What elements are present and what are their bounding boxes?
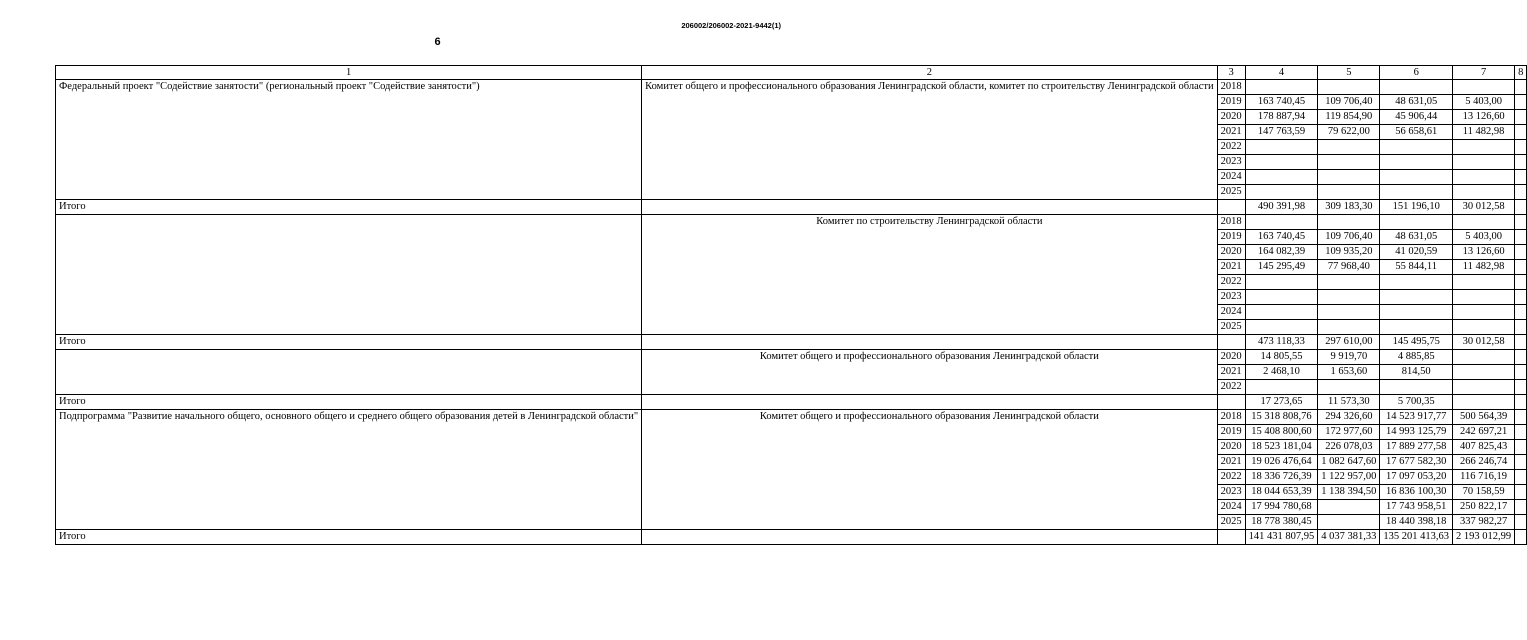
- total-amount-cell: 5 700,35: [1380, 395, 1453, 410]
- amount-cell: 500 564,39: [1453, 410, 1515, 425]
- amount-cell: 116 716,19: [1453, 470, 1515, 485]
- total-label: Итого: [56, 395, 642, 410]
- amount-cell: 18 044 653,39: [1245, 485, 1318, 500]
- amount-cell: [1318, 290, 1380, 305]
- total-amount-cell: 473 118,33: [1245, 335, 1318, 350]
- total-row: [56, 530, 1527, 545]
- amount-cell: [1380, 140, 1453, 155]
- empty-cell: [1515, 425, 1527, 440]
- header-row: [56, 66, 1527, 80]
- empty-cell: [1515, 230, 1527, 245]
- year-cell: 2020: [1217, 350, 1245, 365]
- program-name-cell: Федеральный проект "Содействие занятости" (региональный проект "Содействие занятости"): [56, 80, 642, 200]
- empty-cell: [1515, 515, 1527, 530]
- amount-cell: [1380, 290, 1453, 305]
- amount-cell: [1318, 80, 1380, 95]
- amount-cell: [1380, 185, 1453, 200]
- year-cell: 2020: [1217, 440, 1245, 455]
- year-cell: 2024: [1217, 500, 1245, 515]
- amount-cell: 1 082 647,60: [1318, 455, 1380, 470]
- amount-cell: 19 026 476,64: [1245, 455, 1318, 470]
- empty-cell: [1515, 350, 1527, 365]
- amount-cell: 5 403,00: [1453, 230, 1515, 245]
- year-cell: 2020: [1217, 245, 1245, 260]
- program-name-cell: Подпрограмма "Развитие начального общего, основного общего и среднего общего образования детей в Ленинградской области": [56, 410, 642, 530]
- empty-cell: [1217, 200, 1245, 215]
- document-id: 206002/206002-2021-9442(1): [681, 21, 781, 30]
- total-amount-cell: 141 431 807,95: [1245, 530, 1318, 545]
- amount-cell: 1 653,60: [1318, 365, 1380, 380]
- executor-cell: Комитет по строительству Ленинградской области: [642, 215, 1217, 335]
- amount-cell: 164 082,39: [1245, 245, 1318, 260]
- amount-cell: [1380, 215, 1453, 230]
- year-cell: 2024: [1217, 170, 1245, 185]
- empty-cell: [1515, 485, 1527, 500]
- column-header: 2: [642, 66, 1217, 80]
- year-cell: 2021: [1217, 455, 1245, 470]
- table-row: [56, 350, 1527, 365]
- empty-cell: [1515, 395, 1527, 410]
- empty-cell: [1217, 335, 1245, 350]
- total-row: [56, 200, 1527, 215]
- amount-cell: 17 889 277,58: [1380, 440, 1453, 455]
- amount-cell: 11 482,98: [1453, 260, 1515, 275]
- amount-cell: [1245, 305, 1318, 320]
- amount-cell: 163 740,45: [1245, 95, 1318, 110]
- year-cell: 2021: [1217, 125, 1245, 140]
- amount-cell: [1318, 305, 1380, 320]
- amount-cell: [1380, 275, 1453, 290]
- amount-cell: 17 743 958,51: [1380, 500, 1453, 515]
- total-amount-cell: 30 012,58: [1453, 200, 1515, 215]
- total-amount-cell: 30 012,58: [1453, 335, 1515, 350]
- empty-cell: [1515, 275, 1527, 290]
- amount-cell: [1453, 305, 1515, 320]
- amount-cell: [1318, 185, 1380, 200]
- amount-cell: 14 993 125,79: [1380, 425, 1453, 440]
- amount-cell: [1245, 185, 1318, 200]
- table-row: [56, 80, 1527, 95]
- amount-cell: [1245, 215, 1318, 230]
- amount-cell: 17 677 582,30: [1380, 455, 1453, 470]
- total-amount-cell: 17 273,65: [1245, 395, 1318, 410]
- amount-cell: 109 706,40: [1318, 230, 1380, 245]
- amount-cell: 70 158,59: [1453, 485, 1515, 500]
- empty-cell: [642, 530, 1217, 545]
- amount-cell: 41 020,59: [1380, 245, 1453, 260]
- empty-cell: [1515, 290, 1527, 305]
- year-cell: 2021: [1217, 260, 1245, 275]
- amount-cell: 5 403,00: [1453, 95, 1515, 110]
- amount-cell: 1 122 957,00: [1318, 470, 1380, 485]
- total-row: [56, 395, 1527, 410]
- amount-cell: [1453, 275, 1515, 290]
- empty-cell: [1515, 440, 1527, 455]
- empty-cell: [1515, 260, 1527, 275]
- amount-cell: 17 097 053,20: [1380, 470, 1453, 485]
- amount-cell: 226 078,03: [1318, 440, 1380, 455]
- total-amount-cell: 297 610,00: [1318, 335, 1380, 350]
- empty-cell: [1515, 125, 1527, 140]
- empty-cell: [1515, 410, 1527, 425]
- total-amount-cell: [1453, 395, 1515, 410]
- executor-cell: Комитет общего и профессионального образования Ленинградской области: [642, 410, 1217, 530]
- amount-cell: 178 887,94: [1245, 110, 1318, 125]
- amount-cell: [1453, 320, 1515, 335]
- year-cell: 2019: [1217, 425, 1245, 440]
- empty-cell: [1217, 395, 1245, 410]
- amount-cell: 109 706,40: [1318, 95, 1380, 110]
- empty-cell: [642, 335, 1217, 350]
- column-header: 3: [1217, 66, 1245, 80]
- amount-cell: 337 982,27: [1453, 515, 1515, 530]
- empty-cell: [1515, 455, 1527, 470]
- amount-cell: [1318, 380, 1380, 395]
- amount-cell: [1245, 140, 1318, 155]
- amount-cell: [1453, 140, 1515, 155]
- total-amount-cell: 4 037 381,33: [1318, 530, 1380, 545]
- column-header: 8: [1515, 66, 1527, 80]
- total-amount-cell: 135 201 413,63: [1380, 530, 1453, 545]
- empty-cell: [1515, 470, 1527, 485]
- column-header: 4: [1245, 66, 1318, 80]
- year-cell: 2019: [1217, 230, 1245, 245]
- total-label: Итого: [56, 200, 642, 215]
- amount-cell: 17 994 780,68: [1245, 500, 1318, 515]
- amount-cell: 294 326,60: [1318, 410, 1380, 425]
- amount-cell: 79 622,00: [1318, 125, 1380, 140]
- year-cell: 2022: [1217, 275, 1245, 290]
- year-cell: 2018: [1217, 80, 1245, 95]
- amount-cell: 4 885,85: [1380, 350, 1453, 365]
- amount-cell: [1380, 380, 1453, 395]
- budget-table: [55, 65, 1527, 545]
- amount-cell: [1453, 380, 1515, 395]
- year-cell: 2025: [1217, 320, 1245, 335]
- amount-cell: 266 246,74: [1453, 455, 1515, 470]
- amount-cell: [1318, 515, 1380, 530]
- empty-cell: [1515, 530, 1527, 545]
- empty-cell: [1515, 185, 1527, 200]
- amount-cell: 18 336 726,39: [1245, 470, 1318, 485]
- amount-cell: 163 740,45: [1245, 230, 1318, 245]
- amount-cell: [1380, 155, 1453, 170]
- amount-cell: 242 697,21: [1453, 425, 1515, 440]
- amount-cell: [1380, 320, 1453, 335]
- amount-cell: 145 295,49: [1245, 260, 1318, 275]
- amount-cell: [1245, 80, 1318, 95]
- amount-cell: [1245, 380, 1318, 395]
- amount-cell: 119 854,90: [1318, 110, 1380, 125]
- total-amount-cell: 145 495,75: [1380, 335, 1453, 350]
- amount-cell: 814,50: [1380, 365, 1453, 380]
- amount-cell: 48 631,05: [1380, 95, 1453, 110]
- total-label: Итого: [56, 530, 642, 545]
- amount-cell: 16 836 100,30: [1380, 485, 1453, 500]
- amount-cell: [1318, 320, 1380, 335]
- amount-cell: [1318, 140, 1380, 155]
- year-cell: 2018: [1217, 410, 1245, 425]
- year-cell: 2018: [1217, 215, 1245, 230]
- amount-cell: [1245, 290, 1318, 305]
- amount-cell: 18 440 398,18: [1380, 515, 1453, 530]
- year-cell: 2024: [1217, 305, 1245, 320]
- amount-cell: 9 919,70: [1318, 350, 1380, 365]
- amount-cell: 109 935,20: [1318, 245, 1380, 260]
- year-cell: 2020: [1217, 110, 1245, 125]
- amount-cell: 56 658,61: [1380, 125, 1453, 140]
- empty-cell: [1515, 200, 1527, 215]
- year-cell: 2022: [1217, 380, 1245, 395]
- total-amount-cell: 309 183,30: [1318, 200, 1380, 215]
- amount-cell: [1245, 320, 1318, 335]
- empty-cell: [1515, 305, 1527, 320]
- empty-cell: [1515, 245, 1527, 260]
- amount-cell: [1380, 305, 1453, 320]
- amount-cell: 15 408 800,60: [1245, 425, 1318, 440]
- amount-cell: 14 523 917,77: [1380, 410, 1453, 425]
- column-header: 1: [56, 66, 642, 80]
- year-cell: 2025: [1217, 515, 1245, 530]
- total-amount-cell: 2 193 012,99: [1453, 530, 1515, 545]
- empty-cell: [642, 395, 1217, 410]
- amount-cell: [1245, 275, 1318, 290]
- year-cell: 2023: [1217, 485, 1245, 500]
- amount-cell: 77 968,40: [1318, 260, 1380, 275]
- page-number: 6: [434, 36, 441, 48]
- amount-cell: 55 844,11: [1380, 260, 1453, 275]
- amount-cell: [1453, 185, 1515, 200]
- program-name-cell: [56, 350, 642, 395]
- amount-cell: [1318, 170, 1380, 185]
- empty-cell: [1515, 335, 1527, 350]
- empty-cell: [1515, 95, 1527, 110]
- amount-cell: 172 977,60: [1318, 425, 1380, 440]
- amount-cell: 18 778 380,45: [1245, 515, 1318, 530]
- year-cell: 2023: [1217, 155, 1245, 170]
- amount-cell: [1318, 500, 1380, 515]
- amount-cell: [1318, 155, 1380, 170]
- amount-cell: 407 825,43: [1453, 440, 1515, 455]
- amount-cell: [1453, 350, 1515, 365]
- amount-cell: [1453, 170, 1515, 185]
- column-header: 7: [1453, 66, 1515, 80]
- table-row: [56, 410, 1527, 425]
- empty-cell: [1515, 80, 1527, 95]
- table-row: [56, 215, 1527, 230]
- amount-cell: 45 906,44: [1380, 110, 1453, 125]
- amount-cell: 250 822,17: [1453, 500, 1515, 515]
- empty-cell: [1217, 530, 1245, 545]
- total-amount-cell: 11 573,30: [1318, 395, 1380, 410]
- executor-cell: Комитет общего и профессионального образования Ленинградской области, комитет по строительству Ленинградской области: [642, 80, 1217, 200]
- amount-cell: [1318, 215, 1380, 230]
- amount-cell: [1453, 80, 1515, 95]
- amount-cell: 14 805,55: [1245, 350, 1318, 365]
- amount-cell: 13 126,60: [1453, 245, 1515, 260]
- amount-cell: [1453, 365, 1515, 380]
- empty-cell: [1515, 215, 1527, 230]
- empty-cell: [1515, 110, 1527, 125]
- total-label: Итого: [56, 335, 642, 350]
- empty-cell: [1515, 320, 1527, 335]
- amount-cell: [1453, 155, 1515, 170]
- column-header: 5: [1318, 66, 1380, 80]
- year-cell: 2023: [1217, 290, 1245, 305]
- empty-cell: [1515, 140, 1527, 155]
- total-amount-cell: 490 391,98: [1245, 200, 1318, 215]
- empty-cell: [1515, 170, 1527, 185]
- amount-cell: [1245, 170, 1318, 185]
- amount-cell: [1318, 275, 1380, 290]
- amount-cell: 11 482,98: [1453, 125, 1515, 140]
- year-cell: 2022: [1217, 140, 1245, 155]
- amount-cell: [1380, 170, 1453, 185]
- total-amount-cell: 151 196,10: [1380, 200, 1453, 215]
- empty-cell: [1515, 500, 1527, 515]
- empty-cell: [642, 200, 1217, 215]
- program-name-cell: [56, 215, 642, 335]
- year-cell: 2021: [1217, 365, 1245, 380]
- year-cell: 2022: [1217, 470, 1245, 485]
- amount-cell: [1245, 155, 1318, 170]
- amount-cell: 2 468,10: [1245, 365, 1318, 380]
- amount-cell: 18 523 181,04: [1245, 440, 1318, 455]
- empty-cell: [1515, 380, 1527, 395]
- amount-cell: 147 763,59: [1245, 125, 1318, 140]
- amount-cell: 48 631,05: [1380, 230, 1453, 245]
- amount-cell: [1453, 215, 1515, 230]
- amount-cell: 1 138 394,50: [1318, 485, 1380, 500]
- empty-cell: [1515, 155, 1527, 170]
- amount-cell: 13 126,60: [1453, 110, 1515, 125]
- empty-cell: [1515, 365, 1527, 380]
- amount-cell: 15 318 808,76: [1245, 410, 1318, 425]
- year-cell: 2019: [1217, 95, 1245, 110]
- amount-cell: [1453, 290, 1515, 305]
- amount-cell: [1380, 80, 1453, 95]
- executor-cell: Комитет общего и профессионального образования Ленинградской области: [642, 350, 1217, 395]
- total-row: [56, 335, 1527, 350]
- column-header: 6: [1380, 66, 1453, 80]
- year-cell: 2025: [1217, 185, 1245, 200]
